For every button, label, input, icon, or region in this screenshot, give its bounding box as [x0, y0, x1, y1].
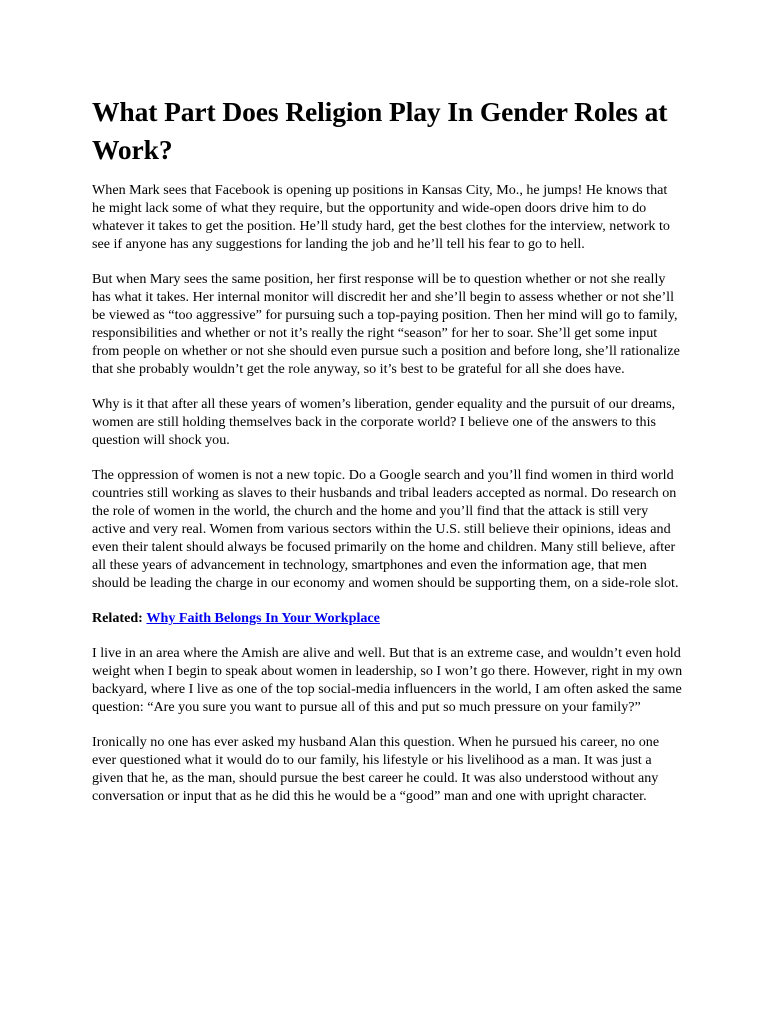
- paragraph-6: Ironically no one has ever asked my husband Alan this question. When he pursued his career, no one ever questioned what it would do to our family, his lifestyle or his livelihood as a man. It was just a given that he, as the man, should pursue the best career he could. It was also understood without any conversation or input that as he did this he would be a “good” man and one with upright character.: [92, 734, 660, 804]
- document-page: [92, 93, 684, 822]
- paragraph-2: But when Mary sees the same position, her first response will be to question whether or not she really has what it takes. Her internal monitor will discredit her and she’ll begin to assess whether or not she’ll be viewed as “too aggressive” for pursuing such a top-paying position. Then her mind will go to family, responsibilities and whether or not it’s really the right “season” for her to soar. She’ll get some input from people on whether or not she should even pursue such a position and before long, she’ll rationalize that she probably wouldn’t get the role anyway, so it’s best to be grateful for all she does have.: [92, 271, 680, 377]
- article-body: [92, 181, 684, 805]
- paragraph-1: When Mark sees that Facebook is opening up positions in Kansas City, Mo., he jumps! He knows that he might lack some of what they require, but the opportunity and wide-open doors drive him to do whatever it takes to get the position. He’ll study hard, get the best clothes for the interview, network to see if anyone has any suggestions for landing the job and he’ll tell his fear to go to hell.: [92, 182, 670, 252]
- related-link[interactable]: Why Faith Belongs In Your Workplace: [146, 610, 380, 626]
- paragraph-4: The oppression of women is not a new topic. Do a Google search and you’ll find women in third world countries still working as slaves to their husbands and tribal leaders accepted as normal. Do research on the role of women in the world, the church and the home and you’ll find that the attack is still very active and very real. Women from various sectors within the U.S. still believe their opinions, ideas and even their talent should always be focused primarily on the home and children. Many still believe, after all these years of advancement in technology, smartphones and even the information age, that men should be leading the charge in our economy and women should be supporting them, on a side-role slot.: [92, 467, 679, 591]
- paragraph-5: I live in an area where the Amish are alive and well. But that is an extreme case, and wouldn’t even hold weight when I begin to speak about women in leadership, so I won’t go there. However, right in my own backyard, where I live as one of the top social-media influencers in the world, I am often asked the same question: “Are you sure you want to pursue all of this and put so much pressure on your family?”: [92, 645, 683, 715]
- article-title: What Part Does Religion Play In Gender Roles at Work?: [92, 96, 668, 165]
- paragraph-3: Why is it that after all these years of women’s liberation, gender equality and the pursuit of our dreams, women are still holding themselves back in the corporate world? I believe one of the answers to this question will shock you.: [92, 396, 676, 448]
- related-label: Related:: [92, 610, 143, 626]
- related-line: [92, 609, 684, 627]
